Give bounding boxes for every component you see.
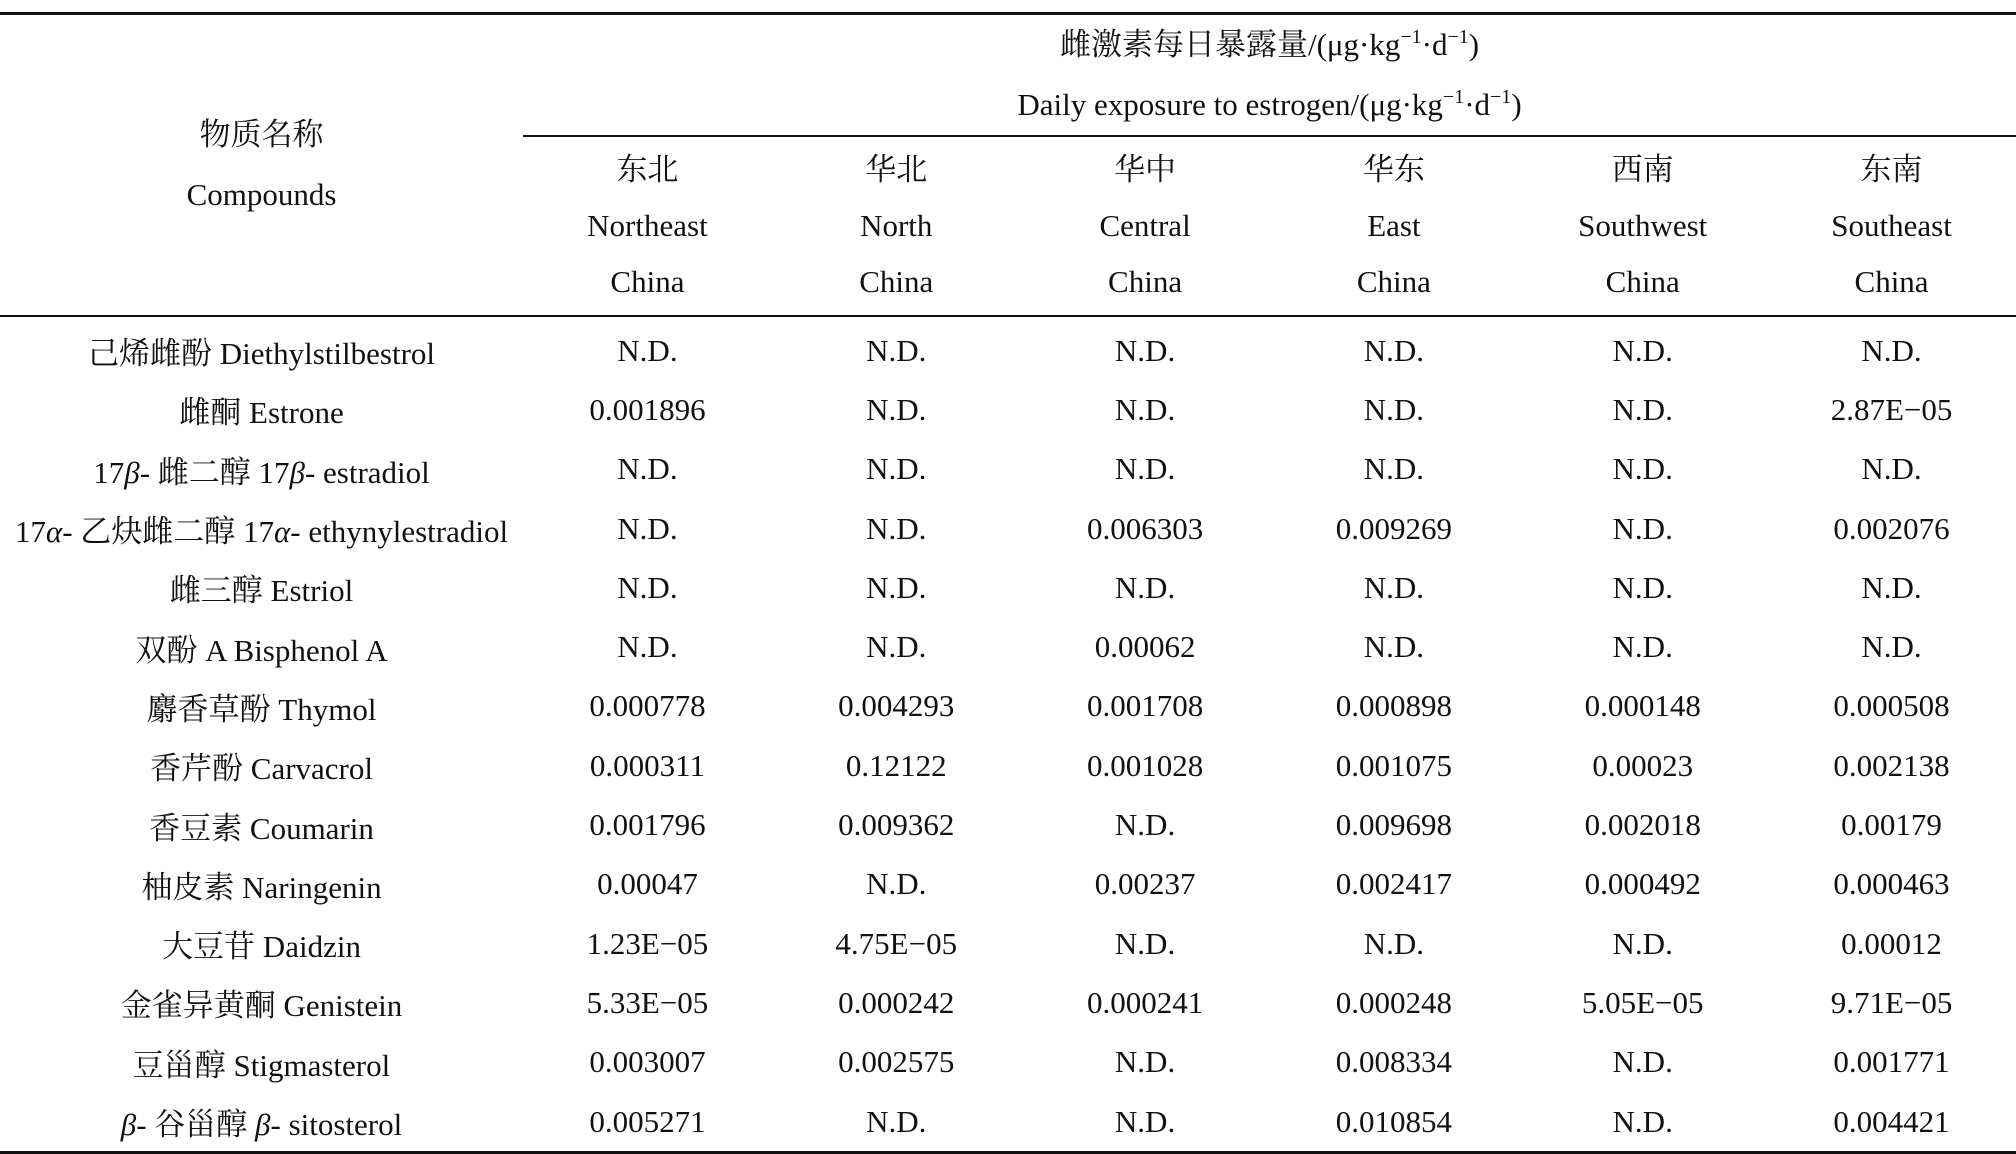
exposure-value-cell: N.D. xyxy=(1612,510,1673,546)
region-header-en1: Southeast xyxy=(1831,208,1952,243)
table-row xyxy=(0,914,2016,973)
exposure-cn-text: 雌激素每日暴露量/(μg·kg xyxy=(1059,27,1401,62)
exposure-value-cell: N.D. xyxy=(1612,925,1673,961)
exposure-value-cell: 0.002076 xyxy=(1833,510,1950,546)
superscript-kg: −1 xyxy=(1400,26,1422,48)
exposure-value-cell: N.D. xyxy=(1861,451,1922,487)
compound-name-cell xyxy=(0,440,523,499)
exposure-value-cell: 0.009269 xyxy=(1335,510,1452,546)
exposure-value-cell: 0.009698 xyxy=(1335,807,1452,843)
exposure-value-cell: 0.001771 xyxy=(1833,1044,1950,1080)
exposure-value-cell: N.D. xyxy=(1612,569,1673,605)
region-header-en2: China xyxy=(610,264,685,299)
exposure-value-cell: N.D. xyxy=(1612,1044,1673,1080)
compound-header-cn: 物质名称 xyxy=(199,117,324,152)
compound-name-cell: 香豆素 Coumarin xyxy=(149,810,374,846)
exposure-value-cell: 5.33E−05 xyxy=(586,984,709,1020)
exposure-value-cell: N.D. xyxy=(617,629,678,665)
exposure-value-cell: 0.008334 xyxy=(1335,1044,1452,1080)
compound-name-part: - 乙炔雌二醇 17 xyxy=(62,514,275,550)
exposure-value-cell: N.D. xyxy=(1114,569,1176,605)
compound-name-cell: 雌酮 Estrone xyxy=(179,395,344,431)
compound-name-cell: 金雀异黄酮 Genistein xyxy=(120,988,403,1024)
table-body xyxy=(0,316,2016,1153)
exposure-value-cell: N.D. xyxy=(1363,569,1425,605)
exposure-value-cell: N.D. xyxy=(1612,629,1673,665)
exposure-value-cell: 0.000242 xyxy=(838,984,955,1020)
region-header-1 xyxy=(772,136,1021,316)
exposure-value-cell: N.D. xyxy=(1612,391,1673,427)
exposure-value-cell: 0.001075 xyxy=(1335,747,1452,783)
unit-close-en: ) xyxy=(1511,87,1522,122)
compound-name-cell: 大豆苷 Daidzin xyxy=(162,929,361,965)
estrogen-exposure-table-container xyxy=(0,12,2016,1154)
exposure-value-cell: N.D. xyxy=(1861,569,1922,605)
superscript-kg-en: −1 xyxy=(1442,86,1465,108)
exposure-value-cell: 5.05E−05 xyxy=(1581,984,1704,1020)
exposure-value-cell: 0.000463 xyxy=(1833,866,1950,902)
compound-name-cell: 雌三醇 Estriol xyxy=(169,573,354,609)
table-row xyxy=(0,499,2016,558)
table-row xyxy=(0,617,2016,676)
compound-name-part: β xyxy=(255,1107,271,1142)
exposure-value-cell: N.D. xyxy=(866,510,927,546)
region-header-cn: 华东 xyxy=(1362,152,1425,187)
table-row xyxy=(0,1033,2016,1092)
exposure-value-cell: N.D. xyxy=(866,866,927,902)
exposure-value-cell: 0.001896 xyxy=(589,391,706,427)
exposure-value-cell: 0.000148 xyxy=(1584,688,1701,724)
compound-name-part: 17 xyxy=(14,514,46,550)
table-row xyxy=(0,973,2016,1032)
exposure-value-cell: 0.00237 xyxy=(1094,866,1196,902)
exposure-value-cell: 0.000898 xyxy=(1335,688,1452,724)
exposure-value-cell: 0.005271 xyxy=(523,1092,772,1153)
region-header-4 xyxy=(1518,136,1767,316)
compound-name-cell: 豆甾醇 Stigmasterol xyxy=(132,1047,391,1083)
region-header-cn: 华中 xyxy=(1114,152,1177,187)
table-row xyxy=(0,380,2016,439)
exposure-value-cell: 0.000508 xyxy=(1833,688,1950,724)
compound-name-cell xyxy=(0,499,523,558)
exposure-value-cell: N.D. xyxy=(866,451,927,487)
compound-name-part: β xyxy=(289,454,305,490)
compound-header-en: Compounds xyxy=(186,177,337,212)
compound-name-cell: 柚皮素 Naringenin xyxy=(141,869,382,905)
region-header-cn: 东南 xyxy=(1860,152,1923,187)
exposure-value-cell: N.D. xyxy=(1363,925,1425,961)
exposure-value-cell: 0.00047 xyxy=(597,866,698,902)
unit-d-en: ·d xyxy=(1464,87,1491,122)
compound-name-cell xyxy=(0,1092,523,1153)
exposure-value-cell: N.D. xyxy=(1114,1044,1176,1080)
exposure-value-cell: 1.23E−05 xyxy=(586,925,709,961)
region-header-en2: China xyxy=(1356,264,1431,299)
exposure-value-cell: 4.75E−05 xyxy=(835,925,958,961)
exposure-value-cell: 0.00179 xyxy=(1841,807,1942,843)
compound-name-part: - 谷甾醇 xyxy=(136,1107,256,1142)
unit-close-cn: ) xyxy=(1468,27,1480,62)
exposure-value-cell: 0.000492 xyxy=(1584,866,1701,902)
exposure-value-cell: 0.002138 xyxy=(1833,747,1950,783)
exposure-value-cell: 0.002575 xyxy=(838,1044,955,1080)
region-header-en2: China xyxy=(1854,264,1929,299)
region-header-en1: East xyxy=(1367,208,1421,243)
compound-name-part: - sitosterol xyxy=(270,1107,403,1142)
exposure-value-cell: N.D. xyxy=(1363,451,1425,487)
region-header-en2: China xyxy=(1605,264,1680,299)
compound-column-header xyxy=(0,14,523,317)
exposure-value-cell: 0.00012 xyxy=(1841,925,1942,961)
region-header-en1: Southwest xyxy=(1578,208,1708,243)
compound-name-part: - ethynylestradiol xyxy=(290,514,509,550)
exposure-value-cell: N.D. xyxy=(1114,332,1176,368)
exposure-value-cell: N.D. xyxy=(1114,807,1176,843)
compound-name-part: 17 xyxy=(93,454,125,490)
region-header-5 xyxy=(1767,136,2016,316)
table-row xyxy=(0,1092,2016,1153)
exposure-value-cell: N.D. xyxy=(617,332,678,368)
region-header-en1: North xyxy=(860,208,933,243)
region-header-3 xyxy=(1269,136,1518,316)
exposure-value-cell: 2.87E−05 xyxy=(1830,391,1953,427)
table-row xyxy=(0,316,2016,380)
region-header-cn: 华北 xyxy=(865,152,928,187)
exposure-value-cell: 0.004421 xyxy=(1767,1092,2016,1153)
exposure-value-cell: N.D. xyxy=(1518,1092,1767,1153)
exposure-value-cell: 0.002417 xyxy=(1335,866,1452,902)
exposure-value-cell: N.D. xyxy=(1363,332,1425,368)
exposure-value-cell: N.D. xyxy=(1114,925,1176,961)
compound-name-cell: 双酚 A Bisphenol A xyxy=(135,632,388,668)
estrogen-exposure-table xyxy=(0,12,2016,1154)
exposure-value-cell: 0.001708 xyxy=(1086,688,1204,724)
exposure-value-cell: N.D. xyxy=(1114,451,1176,487)
exposure-value-cell: N.D. xyxy=(1861,629,1922,665)
exposure-value-cell: 0.001796 xyxy=(589,807,706,843)
compound-name-cell: 麝香草酚 Thymol xyxy=(146,691,377,727)
table-header xyxy=(0,14,2016,317)
exposure-value-cell: N.D. xyxy=(866,391,927,427)
exposure-value-cell: N.D. xyxy=(617,510,678,546)
exposure-value-cell: N.D. xyxy=(866,332,927,368)
exposure-group-header xyxy=(523,14,2016,137)
exposure-value-cell: 0.006303 xyxy=(1086,510,1204,546)
superscript-d-en: −1 xyxy=(1490,86,1512,108)
exposure-value-cell: N.D. xyxy=(772,1092,1021,1153)
exposure-value-cell: N.D. xyxy=(1363,391,1425,427)
exposure-value-cell: 0.004293 xyxy=(838,688,955,724)
region-header-en2: China xyxy=(1108,264,1183,299)
exposure-value-cell: N.D. xyxy=(1612,451,1673,487)
exposure-value-cell: 0.010854 xyxy=(1269,1092,1518,1153)
region-header-0 xyxy=(523,136,772,316)
region-header-2 xyxy=(1021,136,1270,316)
exposure-value-cell: 0.00062 xyxy=(1094,629,1196,665)
exposure-value-cell: N.D. xyxy=(866,569,927,605)
exposure-value-cell: N.D. xyxy=(1021,1092,1270,1153)
compound-name-cell: 香芹酚 Carvacrol xyxy=(150,751,373,787)
table-row xyxy=(0,795,2016,854)
compound-name-part: β xyxy=(124,454,140,490)
exposure-header-cn xyxy=(523,15,2016,75)
exposure-value-cell: N.D. xyxy=(617,569,678,605)
exposure-header-en xyxy=(523,75,2016,135)
exposure-value-cell: 0.12122 xyxy=(845,747,947,783)
unit-d-cn: ·d xyxy=(1421,27,1448,62)
table-row xyxy=(0,440,2016,499)
exposure-value-cell: 0.002018 xyxy=(1584,807,1701,843)
table-row xyxy=(0,558,2016,617)
exposure-value-cell: 0.000311 xyxy=(589,747,705,783)
exposure-value-cell: N.D. xyxy=(617,451,678,487)
compound-name-part: β xyxy=(120,1107,137,1142)
exposure-value-cell: 0.001028 xyxy=(1086,747,1204,783)
table-row xyxy=(0,677,2016,736)
region-header-en1: Northeast xyxy=(587,208,708,243)
superscript-d-cn: −1 xyxy=(1447,26,1469,48)
table-row xyxy=(0,855,2016,914)
exposure-value-cell: N.D. xyxy=(1114,391,1176,427)
exposure-value-cell: 0.000248 xyxy=(1335,984,1452,1020)
exposure-value-cell: 0.000778 xyxy=(589,688,706,724)
exposure-value-cell: N.D. xyxy=(1861,332,1922,368)
region-header-cn: 东北 xyxy=(616,152,679,187)
region-header-cn: 西南 xyxy=(1611,152,1674,187)
exposure-value-cell: N.D. xyxy=(1363,629,1425,665)
compound-name-part: α xyxy=(274,514,291,550)
region-header-en2: China xyxy=(859,264,934,299)
compound-name-part: - estradiol xyxy=(304,454,430,490)
exposure-value-cell: 0.003007 xyxy=(589,1044,706,1080)
exposure-value-cell: 0.00023 xyxy=(1592,747,1694,783)
exposure-en-text: Daily exposure to estrogen/(μg·kg xyxy=(1017,87,1443,122)
exposure-value-cell: 9.71E−05 xyxy=(1830,984,1953,1020)
exposure-value-cell: N.D. xyxy=(866,629,927,665)
compound-name-part: - 雌二醇 17 xyxy=(139,454,290,490)
compound-name-part: α xyxy=(45,514,63,550)
table-row xyxy=(0,736,2016,795)
exposure-value-cell: 0.000241 xyxy=(1086,984,1204,1020)
exposure-value-cell: 0.009362 xyxy=(838,807,955,843)
compound-name-cell: 己烯雌酚 Diethylstilbestrol xyxy=(88,336,436,372)
exposure-value-cell: N.D. xyxy=(1612,332,1673,368)
region-header-en1: Central xyxy=(1099,208,1191,243)
